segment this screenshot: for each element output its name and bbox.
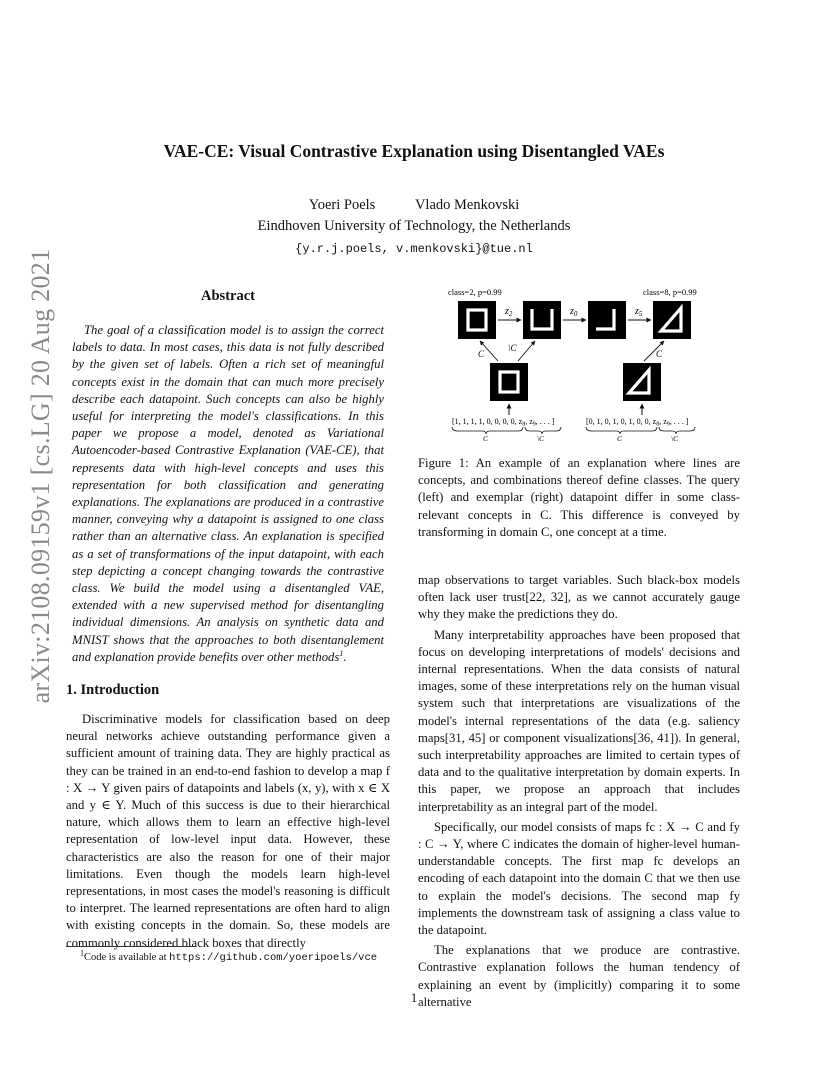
query-image bbox=[458, 301, 496, 339]
author-block bbox=[0, 195, 828, 260]
transformed-image-1 bbox=[523, 301, 561, 339]
arxiv-identifier: arXiv:2108.09159v1 [cs.LG] 20 Aug 2021 bbox=[26, 248, 55, 704]
paragraph: The explanations that we produce are contrastive. Contrastive explanation follows the human tendency of explaining an event by (implicitly) comparing it to some alternative bbox=[418, 943, 740, 1009]
author-email: {y.r.j.poels, v.menkovski}@tue.nl bbox=[295, 242, 533, 256]
svg-text:z2: $z_2$ bbox=[505, 306, 513, 318]
code-link[interactable]: https://github.com/yoeripoels/vce bbox=[169, 952, 378, 964]
paragraph: map observations to target variables. Such black-box models often lack user trust[22, 32], as we cannot accurately gauge why they make the predictions they do. bbox=[418, 573, 740, 622]
abstract-text: The goal of a classification model is to assign the correct labels to data. In most cases, this data is not fully described by the given set of labels. Often a rich set of meaningful concepts exist in the domain that can much more precisely describe each datapoint. Such concepts can also be highly useful for interpreting the model's classifications. In this paper we propose a model, denoted as Variational Autoencoder-based Contrastive Explanation (VAE-CE), that represents data with high-level concepts and uses this representation for both classification and generating explanations. The explanations are produced in a contrastive manner, conveying why a datapoint is assigned to one class rather than an alternative class. An explanation is specified as a set of transformations of the input datapoint, with each step depicting a concept changing towards the contrastive class. We build the model using a disentangled VAE, extended with a new supervised method for disentangling individual dimensions. An analysis on synthetic data and MNIST shows that the approaches to both disentanglement and explanation provide benefits over other methods$^1$. bbox=[72, 323, 384, 664]
paragraph: Specifically, our model consists of maps fc : X → C and fy : C → Y, where C indicates the domain of higher-level human-understandable concepts. The first map fc develops an encoding of each datapoint into the domain C that we then use to explain the model's decisions. The second map fy implements the downstream task of assigning a class value to the datapoint. bbox=[418, 819, 740, 938]
svg-text:C: C bbox=[617, 434, 623, 443]
svg-text:C: C bbox=[656, 349, 663, 359]
svg-text:z5: $z_5$ bbox=[635, 306, 643, 318]
footnote: $^1$Code is available at https://github.com/yoeripoels/vce bbox=[80, 948, 378, 964]
exemplar-latent-vector: [0, 1, 0, 1, 0, 1, 0, 0, z8, z9, . . . ] bbox=[586, 417, 689, 428]
query-class-label: class=2, p=0.99 bbox=[448, 287, 502, 297]
intro-paragraph: Discriminative models for classification based on deep neural networks achieve outstanding performance given a sufficient amount of training data. They are highly practical as they can be trained in an end-to-end fashion to develop a map f : X → Y given pairs of datapoints and labels (x, y), with x ∈ X and y ∈ Y. Much of this success is due to their hierarchical nature, which allows them to learn an effective high-level representation of low-level input data. However, these characteristics are also the reason for one of their major limitations. Even though the models learn high-level representations, in most cases the model's reasoning is difficult to interpret. The learned representations are often hard to align with existing concepts in the domain. So, these models are commonly considered black boxes that directly bbox=[66, 712, 390, 950]
affiliation: Eindhoven University of Technology, the Netherlands bbox=[257, 218, 571, 234]
svg-text:C: C bbox=[478, 349, 485, 359]
author-name: Vlado Menkovski bbox=[414, 197, 520, 213]
svg-text:\C: \C bbox=[537, 434, 545, 443]
exemplar-image bbox=[623, 363, 661, 401]
paragraph: Many interpretability approaches have been proposed that focus on developing interpretations of models' decisions and internal representations. When the data consists of natural images, some of these interpretations rely on the human visual system such that interpretations are visualizations of the model's internal representations of the data (e.g. saliency maps[31, 45] or component visualizations[36, 41]). In general, such interpretability approaches are limited to certain types of data and to the qualitative interpretation by domain experts. In this paper, we propose an approach that includes interpretability as an integral part of the model. bbox=[418, 627, 740, 814]
footnote-divider bbox=[66, 946, 196, 947]
section-heading: 1. Introduction bbox=[66, 682, 160, 698]
query-encoded-image bbox=[490, 363, 528, 401]
figure-1 bbox=[418, 283, 740, 443]
svg-text:z0: $z_0$ bbox=[570, 306, 578, 318]
svg-text:C: C bbox=[483, 434, 489, 443]
exemplar-class-label: class=8, p=0.99 bbox=[643, 287, 697, 297]
right-column-text bbox=[418, 572, 740, 1011]
abstract-heading: Abstract bbox=[201, 288, 255, 304]
author-name: Yoeri Poels bbox=[308, 197, 376, 213]
explanation-diagram bbox=[418, 283, 740, 443]
svg-text:\C: \C bbox=[508, 343, 517, 353]
transformed-image-2 bbox=[588, 301, 626, 339]
query-latent-vector: [1, 1, 1, 1, 0, 0, 0, 0, z8, z9, . . . ] bbox=[452, 417, 555, 428]
paper-title: VAE-CE: Visual Contrastive Explanation using Disentangled VAEs bbox=[163, 141, 665, 161]
exemplar-reconstruction-image bbox=[653, 301, 691, 339]
svg-text:\C: \C bbox=[671, 434, 679, 443]
page-number: 1 bbox=[410, 990, 418, 1005]
figure-caption: Figure 1: An example of an explanation where lines are concepts, and combinations thereof define classes. The query (left) and exemplar (right) datapoint differ in some class-relevant concepts in C. This difference is conveyed by transforming in domain C, one concept at a time. bbox=[418, 456, 740, 539]
footnote-mark: 1 bbox=[339, 648, 344, 658]
